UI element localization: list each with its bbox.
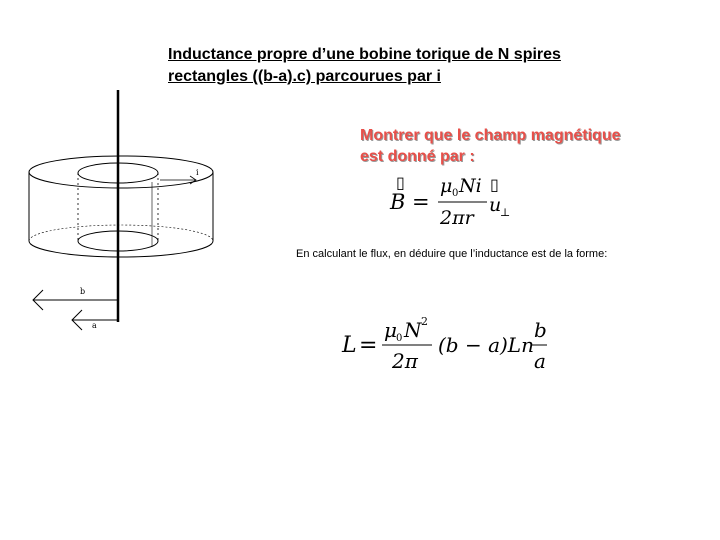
formula-l-n: N [404, 318, 422, 342]
formula-l-fraction-den: a [534, 349, 546, 373]
formula-b-denominator: 2πr [440, 207, 474, 229]
label-a: a [92, 321, 97, 330]
formula-b-box-left: ▯ [396, 173, 405, 192]
formula-b-box-right: ▯ [490, 175, 499, 194]
title-line-1: Inductance propre d’une bobine torique de N spires [168, 46, 561, 63]
formula-b-unit-sub: ⊥ [500, 206, 511, 219]
formula-l-mu: μ [384, 318, 397, 342]
formula-l-middle: (b − a)Ln [438, 333, 534, 357]
formula-l-equals: = [359, 333, 378, 358]
formula-l-lhs: L [342, 333, 357, 358]
task-line-2: est donné par : [360, 148, 475, 165]
formula-b-unit-vector: u [489, 194, 502, 216]
formula-l-fraction-num: b [534, 318, 547, 342]
formula-l-exponent: 2 [421, 315, 428, 328]
formula-l-mu-sub: 0 [396, 333, 403, 344]
formula-b-equals: = [412, 190, 430, 214]
label-b: b [80, 287, 86, 296]
formula-b-mu-sub: 0 [452, 188, 459, 199]
formula-b-mu: μ [440, 175, 453, 197]
label-i: i [196, 168, 199, 177]
formula-b-lhs: B [390, 190, 406, 214]
title-line-2: rectangles ((b-a).c) parcourues par i [168, 68, 441, 85]
formula-b-numerator: Ni [459, 175, 482, 197]
task-line-1: Montrer que le champ magnétique [360, 127, 621, 144]
instruction-text: En calculant le flux, en déduire que l’inductance est de la forme: [296, 248, 608, 260]
formula-l-denominator: 2π [392, 349, 418, 373]
